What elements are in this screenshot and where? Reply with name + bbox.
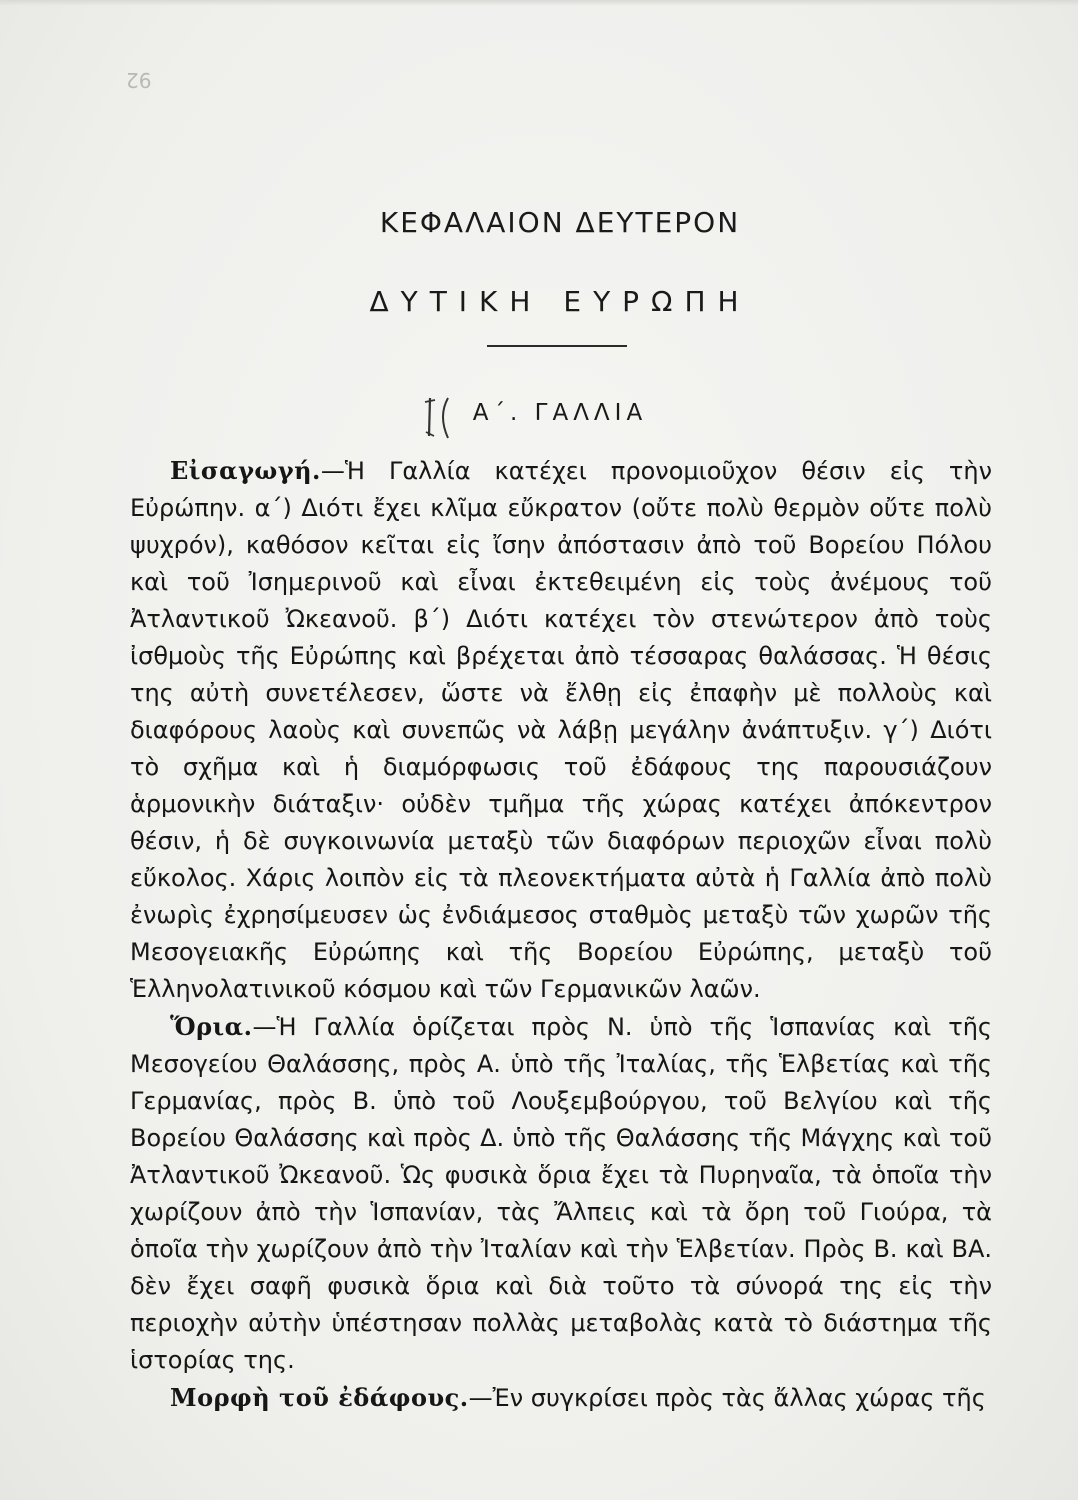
title-divider: [487, 345, 627, 347]
paragraph-borders: [130, 1008, 992, 1379]
paragraph-lead: Μορφὴ τοῦ ἐδάφους.: [170, 1383, 469, 1412]
paragraph-text: —Ἡ Γαλλία κατέχει προνομιοῦχον θέσιν εἰς τὴν Εὐρώπην. α΄) Διότι ἔχει κλῖμα εὔκρατον (οὔτε πολὺ θερμὸν οὔτε πολὺ ψυχρόν), καθόσον κεῖται εἰς ἴσην ἀπόστασιν ἀπὸ τοῦ Βορείου Πόλου καὶ τοῦ Ἰσημερινοῦ καὶ εἶναι ἐκτεθειμένη εἰς τοὺς ἀνέμους τοῦ Ἀτλαντικοῦ Ὠκεανοῦ. β΄) Διότι κατέχει τὸν στενώτερον ἀπὸ τοὺς ἰσθμοὺς τῆς Εὐρώπης καὶ βρέχεται ἀπὸ τέσσαρας θαλάσσας. Ἡ θέσις της αὐτὴ συνετέλεσεν, ὥστε νὰ ἔλθῃ εἰς ἐπαφὴν μὲ πολλοὺς καὶ διαφόρους λαοὺς καὶ συνεπῶς νὰ λάβῃ μεγάλην ἀνάπτυξιν. γ΄) Διότι τὸ σχῆμα καὶ ἡ διαμόρφωσις τοῦ ἐδάφους της παρουσιάζουν ἁρμονικὴν διάταξιν· οὐδὲν τμῆμα τῆς χώρας κατέχει ἀπόκεντρον θέσιν, ἡ δὲ συγκοινωνία μεταξὺ τῶν διαφόρων περιοχῶν εἶναι πολὺ εὔκολος. Χάρις λοιπὸν εἰς τὰ πλεονεκτήματα αὐτὰ ἡ Γαλλία ἀπὸ πολὺ ἐνωρὶς ἐχρησίμευσεν ὡς ἐνδιάμεσος σταθμὸς μεταξὺ τῶν χωρῶν τῆς Μεσογειακῆς Εὐρώπης καὶ τῆς Βορείου Εὐρώπης, μεταξὺ τοῦ Ἑλληνολατινικοῦ κόσμου καὶ τῶν Γερμανικῶν λαῶν.: [130, 457, 992, 1003]
body-text: [130, 452, 992, 1417]
page-number: 92: [126, 68, 152, 92]
section-title: ΔΥΤΙΚΗ ΕΥΡΩΠΗ: [369, 285, 751, 318]
paragraph-lead: Ὅρια.: [170, 1012, 253, 1041]
paragraph-terrain: [130, 1379, 992, 1417]
paragraph-lead: Εἰσαγωγή.: [170, 456, 321, 485]
paragraph-introduction: [130, 452, 992, 1008]
paragraph-text: —Ἡ Γαλλία ὁρίζεται πρὸς Ν. ὑπὸ τῆς Ἱσπανίας καὶ τῆς Μεσογείου Θαλάσσης, πρὸς Α. ὑπὸ τῆς Ἰταλίας, τῆς Ἑλβετίας καὶ τῆς Γερμανίας, πρὸς Β. ὑπὸ τοῦ Λουξεμβούργου, τοῦ Βελγίου καὶ τῆς Βορείου Θαλάσσης καὶ πρὸς Δ. ὑπὸ τῆς Θαλάσσης τῆς Μάγχης καὶ τοῦ Ἀτλαντικοῦ Ὠκεανοῦ. Ὡς φυσικὰ ὅρια ἔχει τὰ Πυρηναῖα, τὰ ὁποῖα τὴν χωρίζουν ἀπὸ τὴν Ἱσπανίαν, τὰς Ἄλπεις καὶ τὰ ὄρη τοῦ Γιούρα, τὰ ὁποῖα τὴν χωρίζουν ἀπὸ τὴν Ἰταλίαν καὶ τὴν Ἑλβετίαν. Πρὸς Β. καὶ ΒΑ. δὲν ἔχει σαφῆ φυσικὰ ὅρια καὶ διὰ τοῦτο τὰ σύνορά της εἰς τὴν περιοχὴν αὐτὴν ὑπέστησαν πολλὰς μεταβολὰς κατὰ τὸ διάστημα τῆς ἱστορίας της.: [130, 1013, 992, 1374]
chapter-title: ΚΕΦΑΛΑΙΟΝ ΔΕΥΤΕΡΟΝ: [379, 206, 741, 239]
paragraph-text: —Ἐν συγκρίσει πρὸς τὰς ἄλλας χώρας τῆς: [468, 1384, 986, 1412]
page-top-edge: [0, 0, 1078, 6]
country-heading: Α΄. ΓΑΛΛΙΑ: [472, 400, 648, 426]
